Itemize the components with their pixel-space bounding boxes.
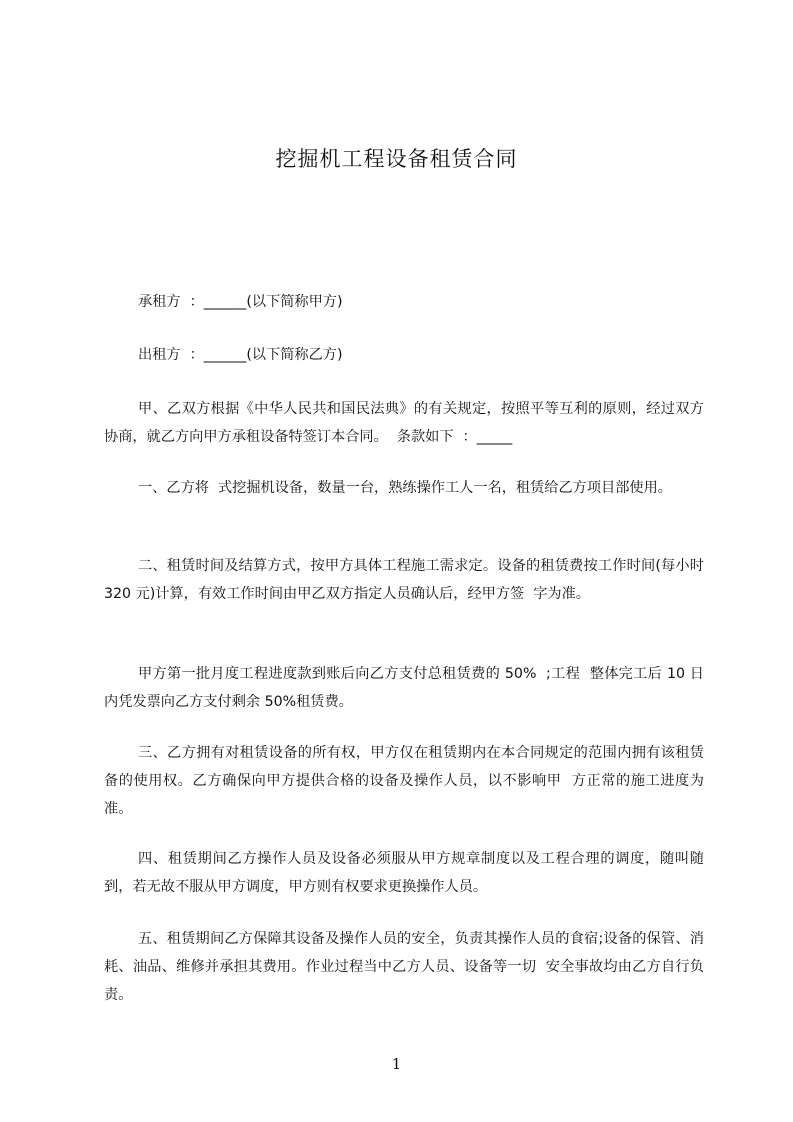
page-number: 1 — [391, 1055, 402, 1073]
clause-2-paragraph: 二、租赁时间及结算方式，按甲方具体工程施工需求定。设备的租赁费按工作时间(每小时 320 元)计算，有效工作时间由甲乙双方指定人员确认后，经甲方签 字为准。 — [104, 558, 709, 602]
document-title: 挖掘机工程设备租赁合同 — [275, 147, 518, 171]
lessor-line: 出租方 ：______(以下简称乙方) — [138, 347, 343, 363]
clause-2-payment-paragraph: 甲方第一批月度工程进度款到账后向乙方支付总租赁费的 50% ;工程 整体完工后 10 日内凭发票向乙方支付剩余 50%租赁费。 — [104, 666, 704, 710]
clause-5-paragraph: 五、租赁期间乙方保障其设备及操作人员的安全，负责其操作人员的食宿;设备的保管、消耗、油品、维修并承担其费用。作业过程当中乙方人员、设备等一切 安全事故均由乙方自行负责。 — [104, 931, 704, 1003]
lessee-line: 承租方 ：______(以下简称甲方) — [138, 294, 343, 310]
clause-4-paragraph: 四、租赁期间乙方操作人员及设备必须服从甲方规章制度以及工程合理的调度，随叫随到，若无故不服从甲方调度，甲方则有权要求更换操作人员。 — [104, 851, 704, 895]
clause-3-paragraph: 三、乙方拥有对租赁设备的所有权，甲方仅在租赁期内在本合同规定的范围内拥有该租赁备的使用权。乙方确保向甲方提供合格的设备及操作人员，以不影响甲 方正常的施工进度为准。 — [104, 745, 704, 817]
preamble-paragraph: 甲、乙双方根据《中华人民共和国民法典》的有关规定，按照平等互利的原则，经过双方协商，就乙方向甲方承租设备特签订本合同。 条款如下 ：_____ — [104, 401, 704, 445]
clause-1-paragraph: 一、乙方将 式挖掘机设备，数量一台，熟练操作工人一名，租赁给乙方项目部使用。 — [138, 480, 672, 496]
